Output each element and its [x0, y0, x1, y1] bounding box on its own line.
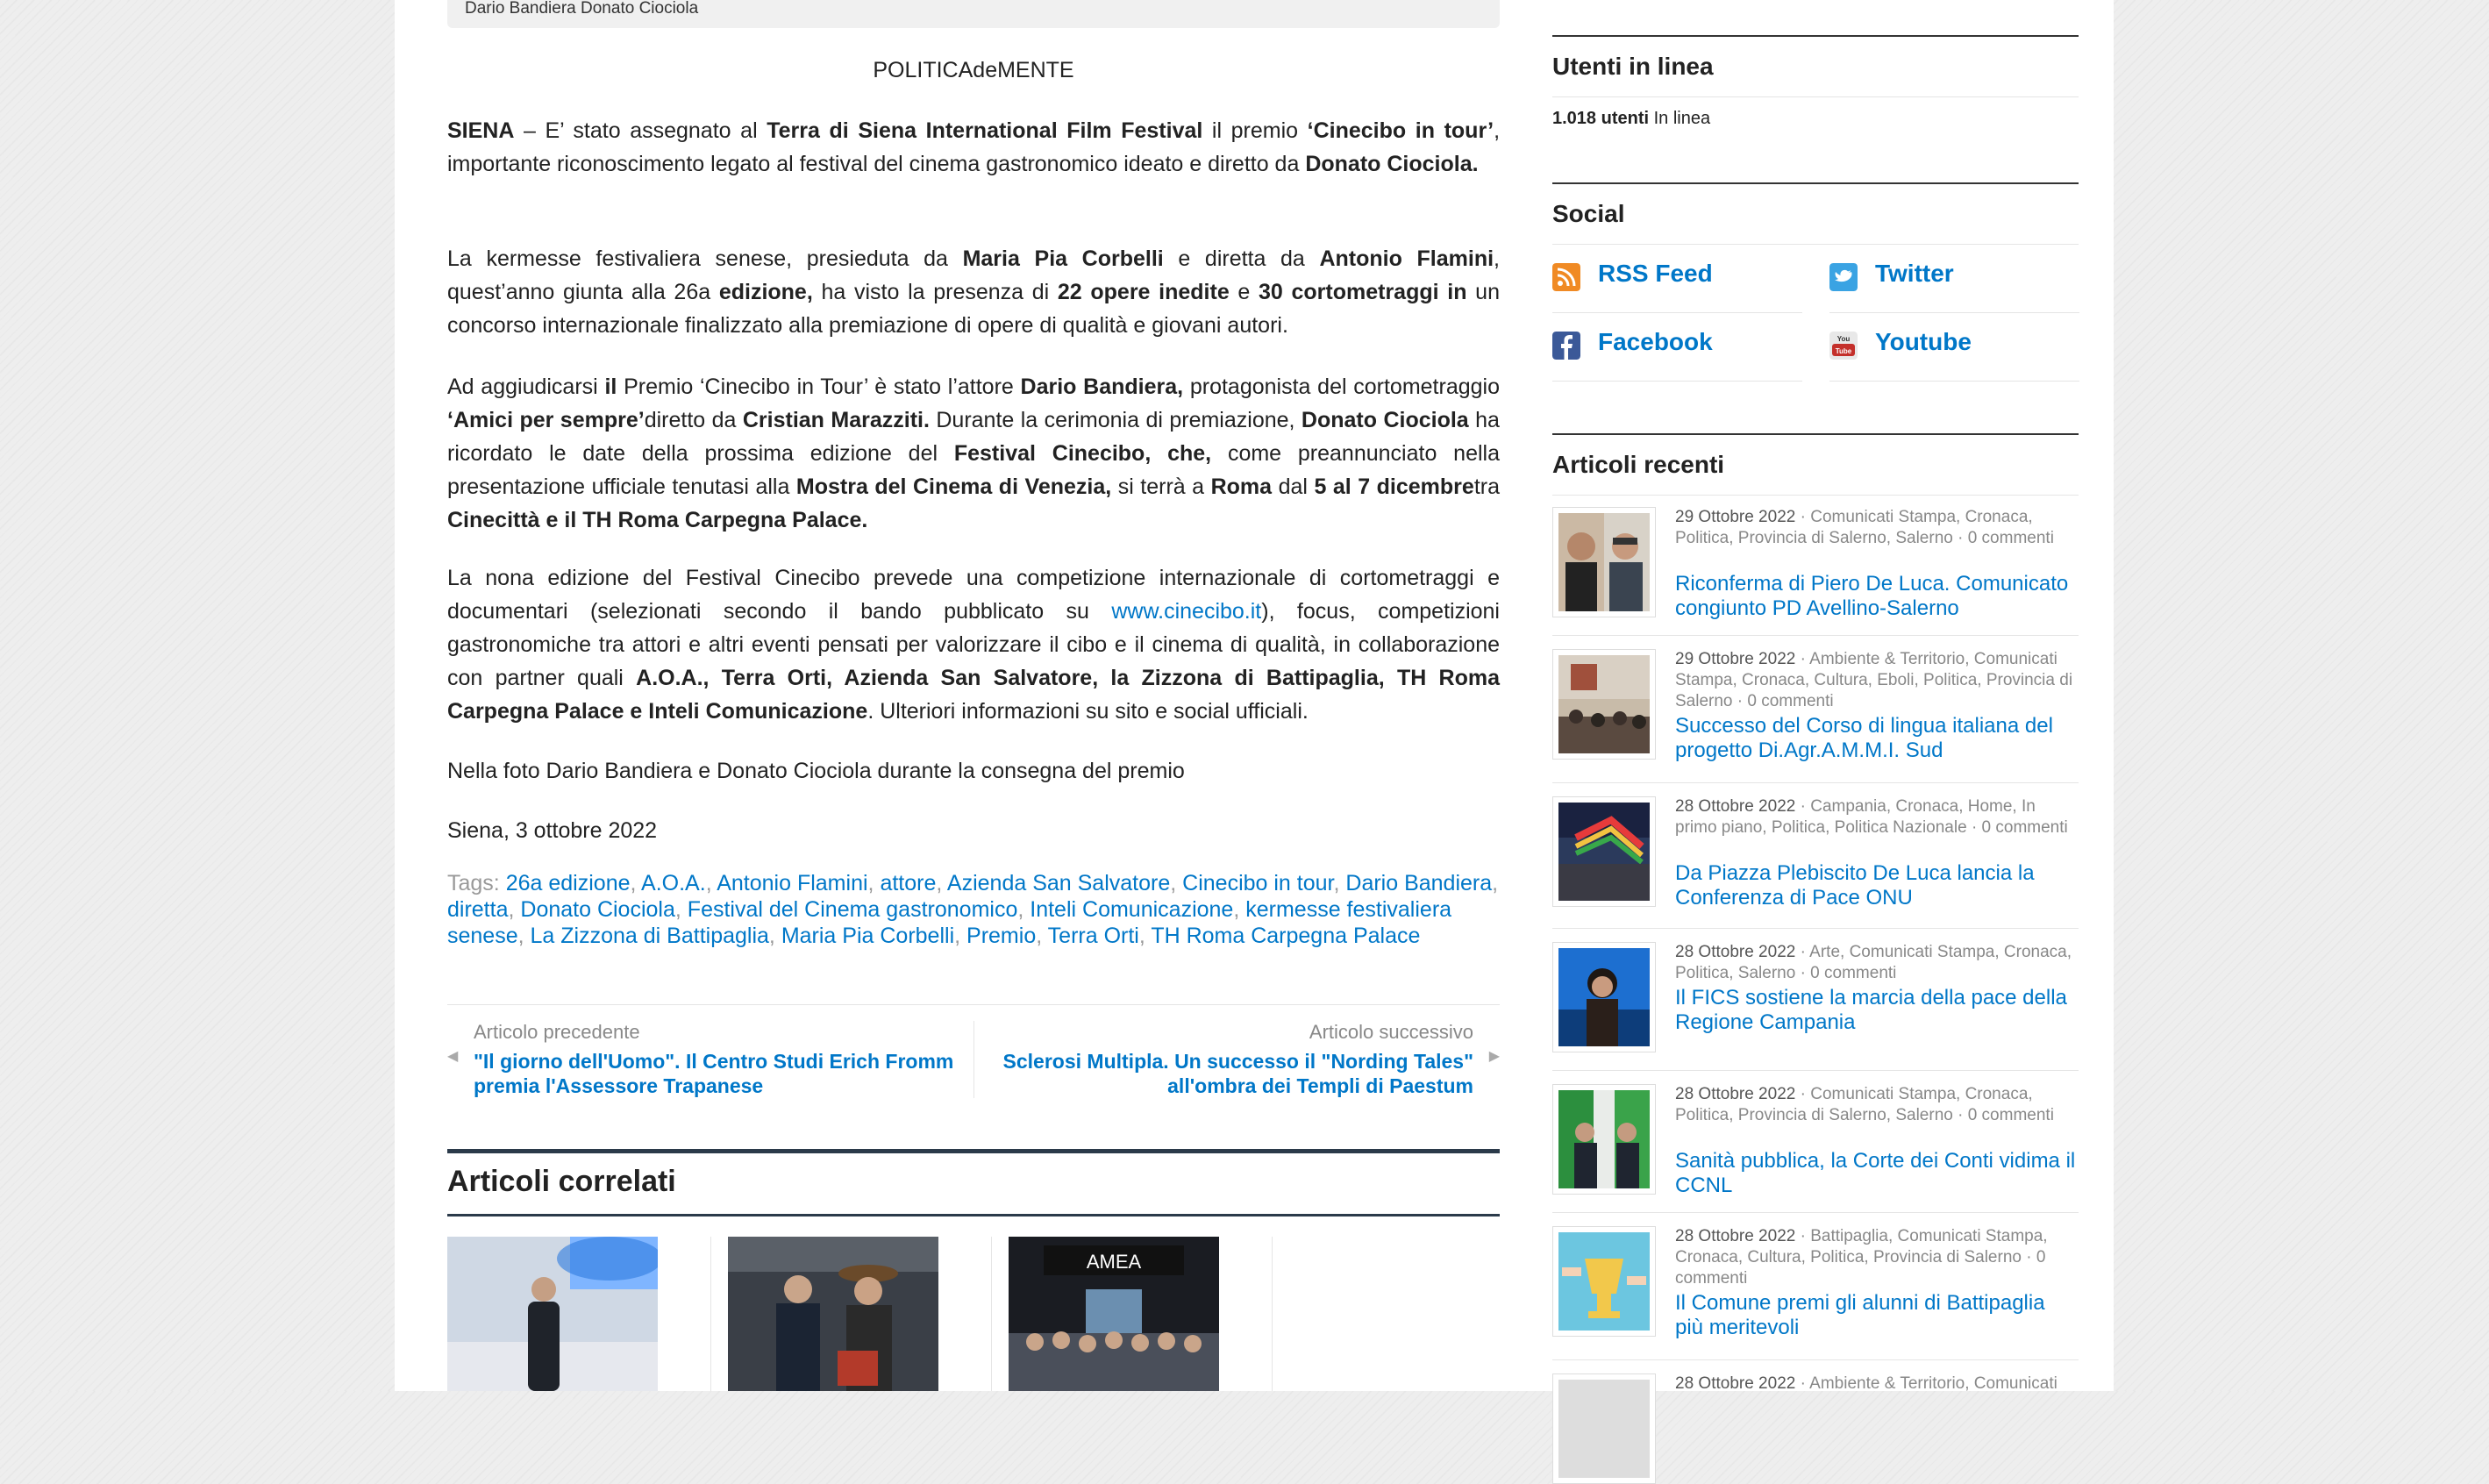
- related-thumb-logo-text: AMEA: [1086, 1251, 1142, 1273]
- text-run: un concorso internazionale finalizzato alla premiazione di opere di qualità e giovani autori.: [447, 280, 1500, 338]
- tag-link[interactable]: TH Roma Carpegna Palace: [1151, 924, 1421, 948]
- related-thumb-award-image: [728, 1237, 938, 1391]
- recent-article-image: [1558, 513, 1650, 611]
- tags-label: Tags:: [447, 871, 500, 895]
- recent-article-image: [1558, 1090, 1650, 1188]
- recent-article-separator: [1552, 1359, 2079, 1360]
- tag-separator: ,: [630, 871, 637, 895]
- recent-article-thumbnail[interactable]: [1552, 1373, 1656, 1484]
- tag-separator: ,: [508, 897, 515, 922]
- bold-text: Cinecittà e il TH Roma Carpegna Palace.: [447, 508, 868, 532]
- bold-text: Cristian Marazziti.: [742, 408, 930, 432]
- text-run: dal: [1272, 474, 1315, 499]
- related-thumb-speaker-image: [447, 1237, 658, 1391]
- text-run: come preannunciato nella presentazione ufficiale tenutasi alla: [447, 441, 1500, 499]
- recent-article-categories[interactable]: Ambiente & Territorio, Comunicati Stampa, Cronaca, Cultura, Eboli, Politica, Provincia di Salerno · 0 commenti: [1675, 650, 2073, 710]
- tag-link[interactable]: diretta: [447, 897, 509, 922]
- recent-article-title[interactable]: Il FICS sostiene la marcia della pace della Regione Campania: [1675, 986, 2067, 1034]
- chevron-right-icon: ▶: [1488, 1049, 1500, 1064]
- tag-separator: ,: [1492, 871, 1499, 895]
- tags-list: [447, 870, 1500, 949]
- recent-article-date: 29 Ottobre 2022: [1675, 650, 1796, 668]
- tag-separator: ,: [705, 871, 712, 895]
- tag-link[interactable]: 26a edizione: [505, 871, 631, 895]
- recent-article-meta: 28 Ottobre 2022 · Campania, Cronaca, Home, In primo piano, Politica, Politica Nazionale · 0 commenti: [1675, 797, 2068, 837]
- post-navigation-divider: [973, 1021, 974, 1098]
- recent-article-title[interactable]: Sanità pubblica, la Corte dei Conti vidima il CCNL: [1675, 1149, 2076, 1197]
- text-run: ), focus, competizioni gastronomiche tra attori e altri eventi pensati per valorizzare il cibo e il cinema di qualità, in collaborazione con partner quali: [447, 599, 1500, 690]
- bold-text: 30 cortometraggi in: [1259, 280, 1467, 304]
- text-run: , importante riconoscimento legato al festival del cinema gastronomico ideato e diretto da: [447, 118, 1501, 176]
- recent-article-thumbnail[interactable]: [1552, 649, 1656, 760]
- image-caption-text: Dario Bandiera Donato Ciociola: [465, 0, 699, 18]
- recent-article-meta: 29 Ottobre 2022 · Comunicati Stampa, Cronaca, Politica, Provincia di Salerno, Salerno · 0 commenti: [1675, 508, 2054, 547]
- post-navigation: [447, 1004, 1500, 1100]
- article-paragraph-1: [447, 114, 1500, 181]
- related-article-thumbnail[interactable]: [447, 1237, 658, 1391]
- tag-link[interactable]: Festival del Cinema gastronomico: [687, 897, 1018, 922]
- tag-separator: ,: [674, 897, 681, 922]
- related-article-thumbnail[interactable]: [1009, 1237, 1219, 1391]
- recent-articles-title: Articoli recenti: [1552, 451, 1725, 478]
- widget-top-rule: [1552, 433, 2079, 435]
- tag-separator: ,: [1138, 924, 1145, 948]
- social-label-rss: RSS Feed: [1598, 260, 1713, 287]
- tag-link[interactable]: kermesse festivaliera senese: [447, 897, 1452, 948]
- social-label-twitter: Twitter: [1875, 260, 1954, 287]
- recent-article-categories[interactable]: Arte, Comunicati Stampa, Cronaca, Politica, Salerno · 0 commenti: [1675, 943, 2072, 982]
- social-row-rule: [1829, 312, 2079, 313]
- social-label-facebook: Facebook: [1598, 328, 1713, 355]
- text-run: La kermesse festivaliera senese, presieduta da: [447, 246, 963, 271]
- text-run: si terrà a: [1111, 474, 1211, 499]
- tag-separator: ,: [1233, 897, 1240, 922]
- recent-article-categories[interactable]: Comunicati Stampa, Cronaca, Politica, Provincia di Salerno, Salerno · 0 commenti: [1675, 1085, 2054, 1124]
- recent-article-thumbnail[interactable]: [1552, 507, 1656, 617]
- recent-article-thumbnail[interactable]: [1552, 1226, 1656, 1337]
- youtube-icon: [1829, 332, 1858, 360]
- tag-separator: ,: [517, 924, 524, 948]
- facebook-icon: [1552, 332, 1580, 360]
- related-separator: [991, 1237, 992, 1391]
- tag-link[interactable]: A.O.A.: [641, 871, 706, 895]
- text-run: Ad aggiudicarsi: [447, 375, 605, 399]
- text-run: Durante la cerimonia di premiazione,: [929, 408, 1302, 432]
- text-run: – E’ stato assegnato al: [514, 118, 767, 143]
- bold-text: Maria Pia Corbelli: [962, 246, 1164, 271]
- widget-top-rule: [1552, 35, 2079, 37]
- text-run: Premio ‘Cinecibo in Tour’ è stato l’attore: [617, 375, 1021, 399]
- tag-link[interactable]: attore: [880, 871, 937, 895]
- recent-article-date: 28 Ottobre 2022: [1675, 1085, 1796, 1103]
- previous-article-title[interactable]: "Il giorno dell'Uomo". Il Centro Studi Erich Fromm premia l'Assessore Trapanese: [474, 1050, 954, 1097]
- recent-article-meta: 28 Ottobre 2022 · Arte, Comunicati Stampa, Cronaca, Politica, Salerno · 0 commenti: [1675, 943, 2072, 982]
- twitter-icon: [1829, 263, 1858, 291]
- tag-separator: ,: [1170, 871, 1177, 895]
- bold-text: 22 opere inedite: [1057, 280, 1230, 304]
- widget-underline: [1552, 96, 2079, 97]
- recent-article-categories[interactable]: Battipaglia, Comunicati Stampa, Cronaca, Cultura, Politica, Provincia di Salerno · 0 commenti: [1675, 1227, 2048, 1288]
- widget-underline: [1552, 495, 2079, 496]
- article-paragraph-4: [447, 561, 1500, 728]
- bold-text: il: [604, 375, 617, 399]
- recent-article-thumbnail[interactable]: [1552, 942, 1656, 1052]
- previous-article-label: Articolo precedente: [474, 1021, 640, 1043]
- recent-article-image: [1558, 1380, 1650, 1478]
- recent-article-image: [1558, 1232, 1650, 1331]
- bold-text: Roma: [1210, 474, 1273, 499]
- bold-text: Mostra del Cinema di Venezia,: [795, 474, 1112, 499]
- article-paragraph-3: [447, 370, 1500, 537]
- recent-article-separator: [1552, 1070, 2079, 1071]
- online-users-count: [1552, 109, 1710, 129]
- bold-text: 5 al 7 dicembre: [1314, 474, 1474, 499]
- tag-link[interactable]: Azienda San Salvatore: [946, 871, 1171, 895]
- page-container: [395, 0, 2114, 1391]
- related-article-thumbnail[interactable]: [728, 1237, 938, 1391]
- text-run: il premio: [1202, 118, 1308, 143]
- tag-separator: ,: [954, 924, 961, 948]
- article-paragraph-2: [447, 242, 1500, 342]
- tag-separator: ,: [936, 871, 943, 895]
- online-users-number: 1.018 utenti: [1552, 109, 1650, 128]
- recent-article-title[interactable]: Il Comune premi gli alunni di Battipaglia più meritevoli: [1675, 1291, 2045, 1339]
- text-run: , quest’anno giunta alla 26a: [447, 246, 1500, 304]
- tag-separator: ,: [1036, 924, 1043, 948]
- recent-article-categories[interactable]: Campania, Cronaca, Home, In primo piano, Politica, Politica Nazionale · 0 commenti: [1675, 797, 2068, 837]
- chevron-left-icon: ◀: [447, 1049, 459, 1064]
- tag-link[interactable]: Donato Ciociola: [520, 897, 675, 922]
- recent-article-title[interactable]: Successo del Corso di lingua italiana del progetto Di.Agr.A.M.M.I. Sud: [1675, 714, 2053, 762]
- recent-article-date: 28 Ottobre 2022: [1675, 1227, 1796, 1245]
- online-users-title: Utenti in linea: [1552, 53, 1714, 80]
- online-users-suffix: In linea: [1649, 109, 1711, 128]
- tag-separator: ,: [768, 924, 775, 948]
- tag-link[interactable]: La Zizzona di Battipaglia: [530, 924, 769, 948]
- text-run: La nona edizione del Festival Cinecibo prevede una competizione internazionale di cortometraggi e documentari (selezionati secondo il bando pubblicato su: [447, 566, 1500, 624]
- bold-text: Antonio Flamini: [1319, 246, 1494, 271]
- next-article-link[interactable]: [982, 1021, 1473, 1098]
- tag-separator: ,: [1333, 871, 1340, 895]
- recent-article-categories[interactable]: Ambiente & Territorio, Comunicati: [1809, 1374, 2058, 1393]
- text-run: . Ulteriori informazioni su sito e social ufficiali.: [867, 699, 1309, 724]
- recent-article-meta: 29 Ottobre 2022 · Ambiente & Territorio, Comunicati Stampa, Cronaca, Cultura, Eboli, Politica, Provincia di Salerno · 0 commenti: [1675, 650, 2073, 710]
- bold-text: edizione,: [718, 280, 813, 304]
- photo-caption-paragraph: Nella foto Dario Bandiera e Donato Ciociola durante la consegna del premio: [447, 759, 1185, 783]
- text-run: ha ricordato le date della prossima edizione del: [447, 408, 1500, 466]
- recent-article-meta: 28 Ottobre 2022 · Ambiente & Territorio, Comunicati: [1675, 1374, 2058, 1393]
- bold-text: SIENA: [447, 118, 515, 143]
- tag-link[interactable]: Premio: [966, 924, 1037, 948]
- recent-article-separator: [1552, 1212, 2079, 1213]
- bold-text: Festival Cinecibo, che,: [953, 441, 1212, 466]
- youtube-icon-you-text: You: [1836, 335, 1851, 343]
- text-run: e diretta da: [1163, 246, 1320, 271]
- tag-link[interactable]: Maria Pia Corbelli: [781, 924, 955, 948]
- recent-article-separator: [1552, 782, 2079, 783]
- previous-article-link[interactable]: [474, 1021, 965, 1098]
- social-title: Social: [1552, 200, 1625, 227]
- next-article-title[interactable]: Sclerosi Multipla. Un successo il "Nording Tales" all'ombra dei Templi di Paestum: [1002, 1050, 1473, 1097]
- tag-separator: ,: [1017, 897, 1024, 922]
- bold-text: A.O.A., Terra Orti, Azienda San Salvatore, la Zizzona di Battipaglia, TH Roma Carpegna Palace e Inteli Comunicazione: [447, 666, 1500, 724]
- related-bottom-rule: [447, 1214, 1500, 1216]
- tag-link[interactable]: Dario Bandiera: [1345, 871, 1493, 895]
- tag-link[interactable]: Inteli Comunicazione: [1030, 897, 1234, 922]
- bold-text: Dario Bandiera,: [1020, 375, 1184, 399]
- recent-article-title[interactable]: Da Piazza Plebiscito De Luca lancia la Conferenza di Pace ONU: [1675, 861, 2035, 910]
- bold-text: ‘Cinecibo in tour’: [1307, 118, 1494, 143]
- image-caption: [447, 0, 1500, 28]
- recent-article-thumbnail[interactable]: [1552, 796, 1656, 907]
- recent-article-meta: 28 Ottobre 2022 · Battipaglia, Comunicati Stampa, Cronaca, Cultura, Politica, Provincia di Salerno · 0 commenti: [1675, 1227, 2048, 1288]
- social-row-rule: [1552, 312, 1802, 313]
- text-run: diretto da: [644, 408, 743, 432]
- recent-article-separator: [1552, 635, 2079, 636]
- text-run: ha visto la presenza di: [812, 280, 1058, 304]
- recent-article-thumbnail[interactable]: [1552, 1084, 1656, 1195]
- recent-article-categories[interactable]: Comunicati Stampa, Cronaca, Politica, Provincia di Salerno, Salerno · 0 commenti: [1675, 508, 2054, 547]
- related-thumb-group-image: [1009, 1237, 1219, 1391]
- bold-text: Donato Ciociola.: [1305, 152, 1479, 176]
- text-run: e: [1229, 280, 1259, 304]
- tag-link[interactable]: Terra Orti: [1047, 924, 1139, 948]
- article-dateline: Siena, 3 ottobre 2022: [447, 818, 658, 843]
- text-run: tra: [1473, 474, 1500, 499]
- related-top-rule: [447, 1149, 1500, 1153]
- next-article-label: Articolo successivo: [1309, 1021, 1473, 1043]
- related-separator: [1272, 1237, 1273, 1391]
- recent-article-image: [1558, 803, 1650, 901]
- social-label-youtube: Youtube: [1875, 328, 1972, 355]
- rss-icon: [1552, 263, 1580, 291]
- bold-text: ‘Amici per sempre’: [447, 408, 645, 432]
- social-row-rule: [1552, 381, 1802, 382]
- tag-link[interactable]: Antonio Flamini: [717, 871, 868, 895]
- recent-article-separator: [1552, 928, 2079, 929]
- recent-article-date: 28 Ottobre 2022: [1675, 1374, 1796, 1393]
- related-separator: [710, 1237, 711, 1391]
- recent-article-title[interactable]: Riconferma di Piero De Luca. Comunicato congiunto PD Avellino-Salerno: [1675, 572, 2069, 620]
- text-run: protagonista del cortometraggio: [1183, 375, 1501, 399]
- widget-top-rule: [1552, 182, 2079, 184]
- recent-article-image: [1558, 948, 1650, 1046]
- recent-article-date: 28 Ottobre 2022: [1675, 797, 1796, 816]
- article-source: POLITICAdeMENTE: [873, 58, 1074, 82]
- inline-link[interactable]: www.cinecibo.it: [1111, 599, 1262, 624]
- recent-article-date: 28 Ottobre 2022: [1675, 943, 1796, 961]
- recent-article-image: [1558, 655, 1650, 753]
- bold-text: Terra di Siena International Film Festival: [767, 118, 1203, 143]
- recent-article-meta: 28 Ottobre 2022 · Comunicati Stampa, Cronaca, Politica, Provincia di Salerno, Salerno · 0 commenti: [1675, 1085, 2054, 1124]
- tag-link[interactable]: Cinecibo in tour: [1182, 871, 1334, 895]
- bold-text: Donato Ciociola: [1301, 408, 1469, 432]
- widget-underline: [1552, 244, 2079, 245]
- youtube-icon-tube-text: Tube: [1835, 347, 1852, 355]
- tag-separator: ,: [867, 871, 874, 895]
- related-articles-title: Articoli correlati: [447, 1165, 676, 1198]
- recent-article-date: 29 Ottobre 2022: [1675, 508, 1796, 526]
- social-row-rule: [1829, 381, 2079, 382]
